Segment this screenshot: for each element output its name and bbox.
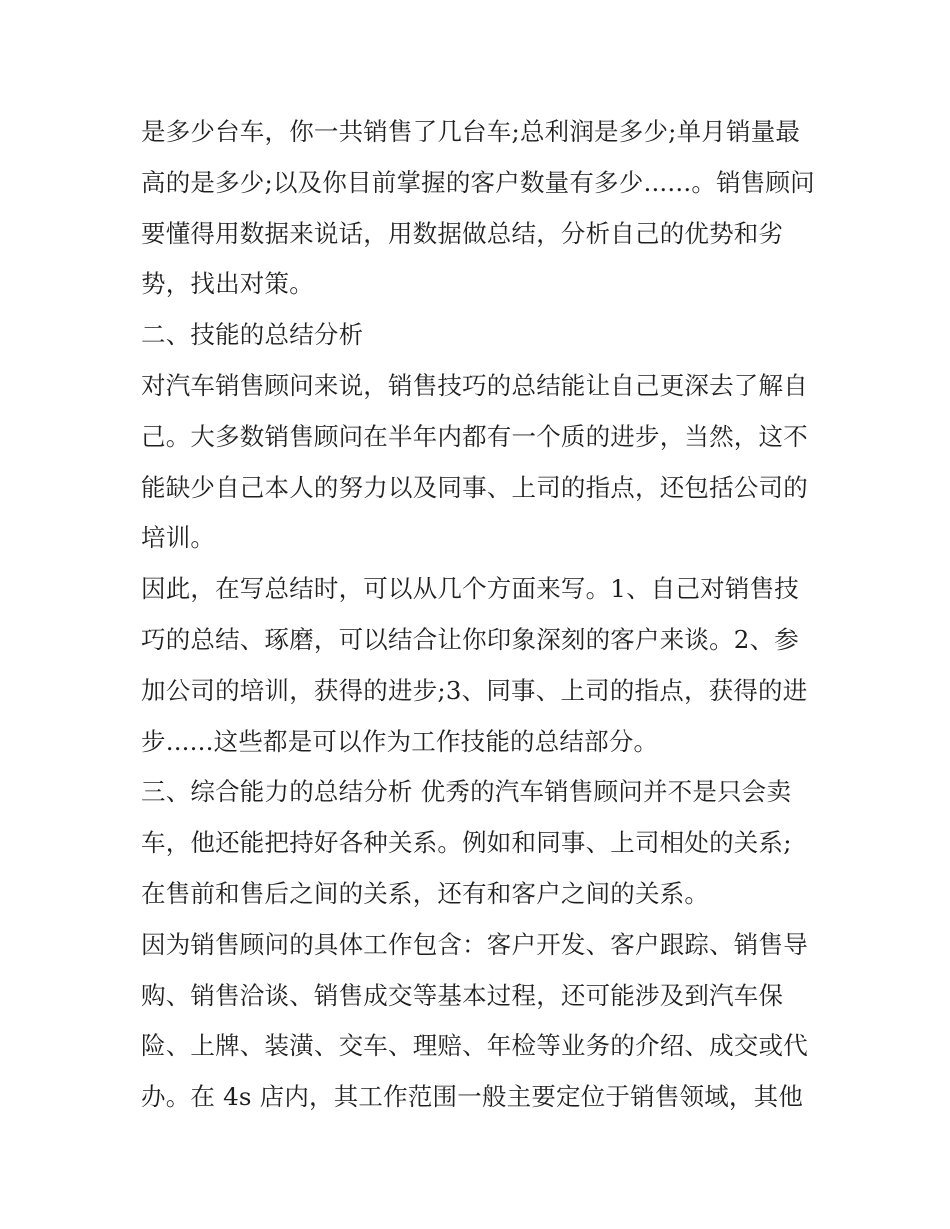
text-line: 步......这些都是可以作为工作技能的总结部分。 <box>141 726 659 756</box>
text-line: 培训。 <box>141 523 216 553</box>
text-line: 巧的总结、琢磨，可以结合让你印象深刻的客户来谈。2、参 <box>141 624 799 654</box>
text-line: 购、销售洽谈、销售成交等基本过程，还可能涉及到汽车保 <box>141 980 784 1010</box>
text-line: 对汽车销售顾问来说，销售技巧的总结能让自己更深去了解自 <box>141 370 808 400</box>
text-line: 因此，在写总结时，可以从几个方面来写。1、自己对销售技 <box>141 574 799 604</box>
text-line: 险、上牌、装潢、交车、理赔、年检等业务的介绍、成交或代 <box>141 1031 808 1061</box>
text-line: 能缺少自己本人的努力以及同事、上司的指点，还包括公司的 <box>141 472 808 502</box>
text-line: 办。在 4s 店内，其工作范围一般主要定位于销售领域，其他 <box>141 1082 804 1112</box>
text-line: 己。大多数销售顾问在半年内都有一个质的进步，当然，这不 <box>141 421 808 451</box>
text-line: 车，他还能把持好各种关系。例如和同事、上司相处的关系; <box>141 828 792 858</box>
document-body <box>141 107 821 1123</box>
text-line: 加公司的培训，获得的进步;3、同事、上司的指点，获得的进 <box>141 675 808 705</box>
text-line: 在售前和售后之间的关系，还有和客户之间的关系。 <box>141 878 710 908</box>
text-line: 要懂得用数据来说话，用数据做总结，分析自己的优势和劣 <box>141 218 784 248</box>
section-heading-skills: 二、技能的总结分析 <box>141 320 364 350</box>
section-heading-overall-ability: 三、综合能力的总结分析 优秀的汽车销售顾问并不是只会卖 <box>141 777 792 807</box>
text-line: 是多少台车，你一共销售了几台车;总利润是多少;单月销量最 <box>141 117 801 146</box>
text-line: 因为销售顾问的具体工作包含：客户开发、客户跟踪、销售导 <box>141 929 808 959</box>
text-line: 势，找出对策。 <box>141 269 314 299</box>
text-line: 高的是多少;以及你目前掌握的客户数量有多少......。销售顾问 <box>141 167 815 197</box>
